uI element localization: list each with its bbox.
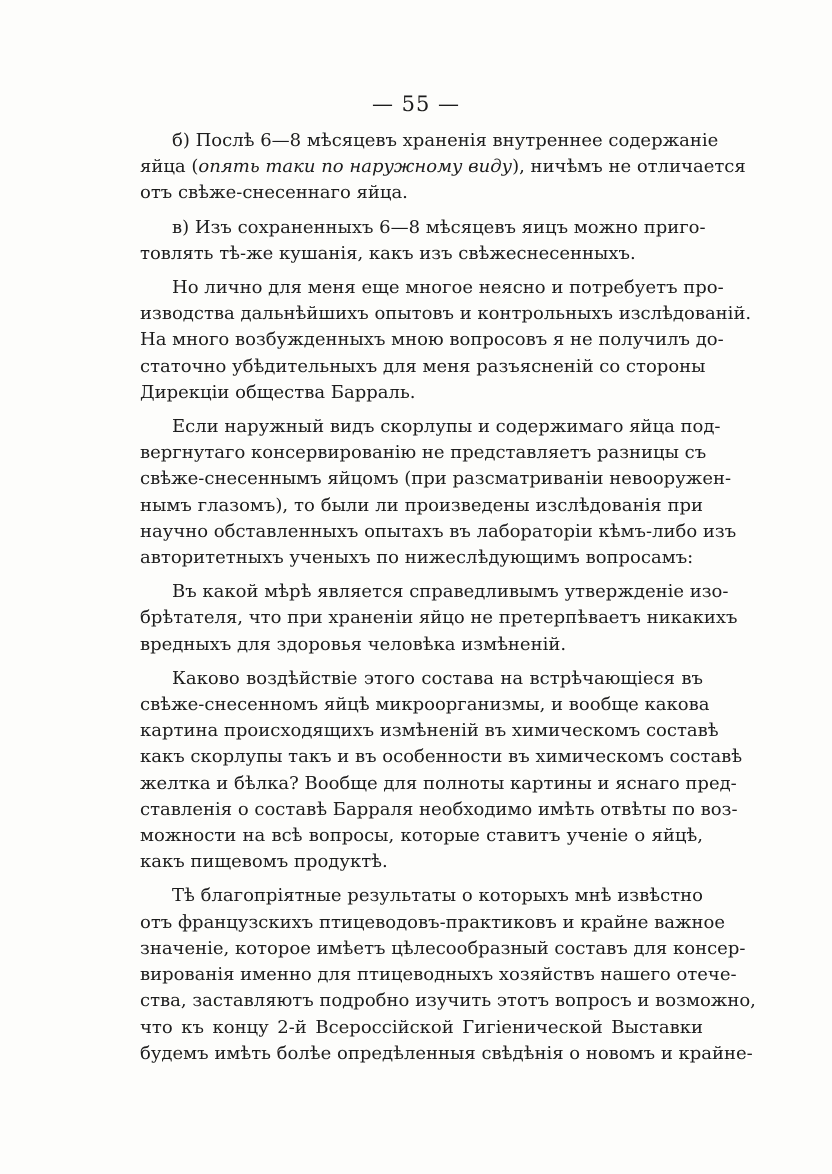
text-line: можности на всѣ вопросы, которые ставитъ ученіе о яйцѣ,: [140, 825, 703, 847]
text-fragment: яйца (: [140, 156, 199, 178]
text-line: будемъ имѣть болѣе опредѣленныя свѣдѣнія о новомъ и крайне-: [140, 1042, 753, 1064]
text-line: свѣже-снесеннымъ яйцомъ (при разсматриваніи невооружен-: [140, 468, 732, 490]
text-line: научно обставленныхъ опытахъ въ лабораторіи кѣмъ-либо изъ: [140, 520, 737, 542]
text-line: вированія именно для птицеводныхъ хозяйствъ нашего отече-: [140, 964, 737, 986]
text-fragment: ), ничѣмъ не отличается: [512, 156, 746, 178]
text-line: статочно убѣдительныхъ для меня разъясненій со стороны: [140, 355, 706, 377]
text-line: б) Послѣ 6—8 мѣсяцевъ храненія внутреннее содержаніе: [172, 130, 719, 151]
text-line: картина происходящихъ измѣненій въ химическомъ составѣ: [140, 720, 719, 742]
text-line: значеніе, которое имѣетъ цѣлесообразный составъ для консер-: [140, 937, 746, 959]
text-line: Если наружный видъ скорлупы и содержимаго яйца под-: [172, 416, 721, 438]
paragraph: [140, 666, 743, 876]
text-line: вергнутаго консервированію не представляетъ разницы съ: [140, 442, 707, 464]
text-line: Но лично для меня еще многое неясно и потребуетъ про-: [172, 277, 724, 299]
text-line: что къ концу 2-й Всероссійской Гигіенической Выставки: [140, 1016, 703, 1038]
text-line: [140, 154, 746, 180]
paragraph: [140, 579, 738, 658]
text-line: вредныхъ для здоровья человѣка измѣненій.: [140, 633, 567, 655]
text-line: Тѣ благопріятные результаты о которыхъ мнѣ извѣстно: [172, 885, 703, 907]
text-line: товлять тѣ-же кушанія, какъ изъ свѣжеснесенныхъ.: [140, 242, 636, 264]
text-line: Въ какой мѣрѣ является справедливымъ утвержденіе изо-: [172, 581, 729, 603]
text-line: отъ свѣже-снесеннаго яйца.: [140, 182, 408, 204]
paragraph: [140, 414, 737, 571]
paragraph: [140, 215, 706, 267]
text-line: Каково воздѣйствіе этого состава на встрѣчающіеся въ: [172, 667, 703, 689]
text-line: ства, заставляютъ подробно изучить этотъ вопросъ и возможно,: [140, 990, 756, 1012]
text-line: На много возбужденныхъ мною вопросовъ я не получилъ до-: [140, 329, 724, 351]
text-line: какъ пищевомъ продуктѣ.: [140, 851, 388, 873]
italic-phrase: опять таки по наружному виду: [198, 156, 513, 178]
text-line: ставленія о составѣ Барраля необходимо имѣть отвѣты по воз-: [140, 798, 738, 820]
text-line: авторитетныхъ ученыхъ по нижеслѣдующимъ вопросамъ:: [140, 547, 694, 569]
text-line: нымъ глазомъ), то были ли произведены изслѣдованія при: [140, 494, 703, 516]
text-line: желтка и бѣлка? Вообще для полноты картины и яснаго пред-: [140, 772, 737, 794]
text-line: в) Изъ сохраненныхъ 6—8 мѣсяцевъ яицъ можно приго-: [172, 216, 706, 238]
paragraph: [140, 883, 756, 1066]
text-line: изводства дальнѣйшихъ опытовъ и контрольныхъ изслѣдованій.: [140, 303, 752, 325]
text-line: отъ французскихъ птицеводовъ-практиковъ и крайне важное: [140, 911, 726, 933]
paragraph: [140, 128, 746, 207]
body-text: [140, 128, 756, 1067]
page-number: — 55 —: [371, 92, 461, 116]
text-line: какъ скорлупы такъ и въ особенности въ химическомъ составѣ: [140, 746, 743, 768]
paragraph: [140, 275, 752, 406]
text-line: Дирекціи общества Барраль.: [140, 381, 416, 403]
text-line: брѣтателя, что при храненіи яйцо не претерпѣваетъ никакихъ: [140, 607, 738, 629]
text-line: свѣже-снесенномъ яйцѣ микроорганизмы, и вообще какова: [140, 694, 710, 716]
